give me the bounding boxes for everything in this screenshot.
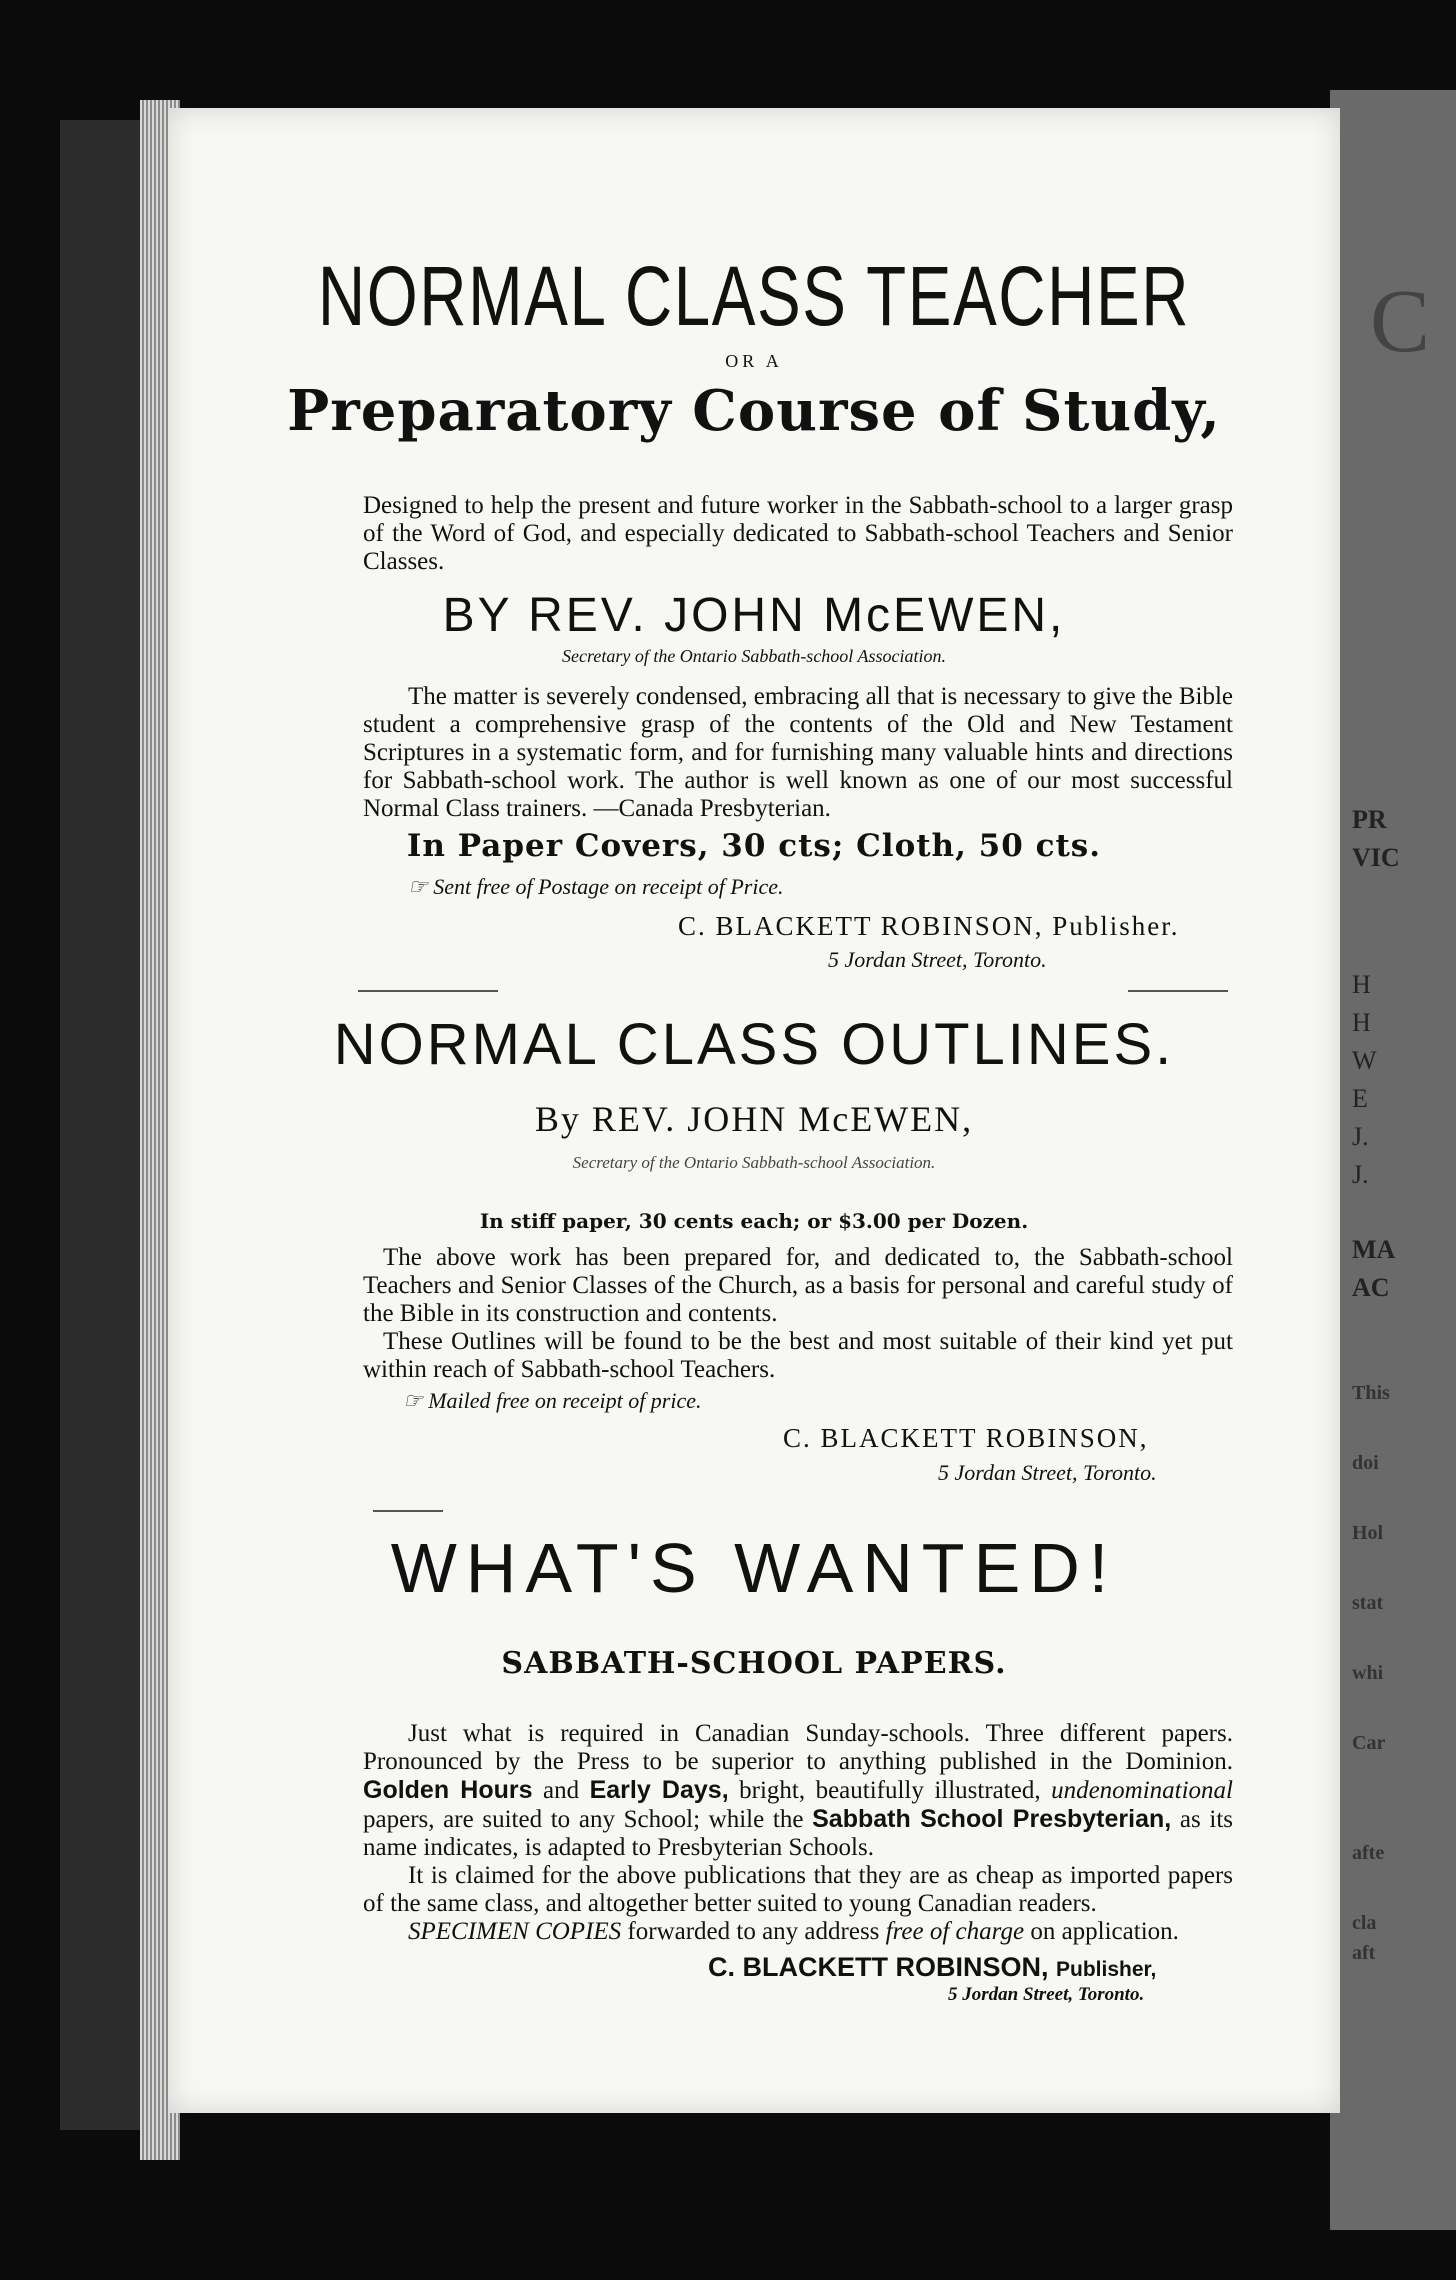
adjacent-fragment: This: [1352, 1382, 1390, 1404]
ad3-undenominational: undenominational: [1051, 1777, 1233, 1804]
ad2-address: 5 Jordan Street, Toronto.: [938, 1460, 1157, 1485]
ad2-author-title: Secretary of the Ontario Sabbath-school Association.: [572, 1153, 936, 1172]
ad3-specimen-copies: SPECIMEN COPIES: [408, 1918, 622, 1945]
ad1-author-title: Secretary of the Ontario Sabbath-school Association.: [562, 646, 946, 666]
ad1-review: The matter is severely condensed, embracing all that is necessary to give the Bible student a comprehensive grasp of the contents of the Old and New Testament Scriptures in a systematic form, and for furnishing many valuable hints and directions for Sabbath-school work. The author is well known as one of our most successful Normal Class trainers. —Canada Presbyterian.: [363, 683, 1233, 822]
ad3-publisher: [708, 1952, 1156, 1983]
adjacent-fragment: cla: [1352, 1912, 1377, 1934]
ad1-address: 5 Jordan Street, Toronto.: [828, 947, 1047, 972]
ad1-price: In Paper Covers, 30 cts; Cloth, 50 cts.: [406, 828, 1102, 864]
ad1-or-a: OR A: [725, 351, 783, 371]
ad3-publisher-suffix: Publisher,: [1056, 1958, 1157, 1981]
adjacent-fragment: E: [1352, 1084, 1368, 1113]
adjacent-letter: C: [1370, 272, 1431, 371]
ad3-and: and: [543, 1777, 580, 1804]
ad3-free-of-charge: free of charge: [885, 1918, 1025, 1945]
adjacent-fragment: doi: [1352, 1452, 1379, 1474]
ad3-publisher-name: C. BLACKETT ROBINSON,: [708, 1952, 1049, 1982]
divider: [373, 1510, 443, 1512]
adjacent-fragment: AC: [1352, 1273, 1390, 1302]
ad3-body-5: It is claimed for the above publications that they are as cheap as imported papers of the same class, and altogether better suited to young Canadian readers.: [363, 1862, 1233, 1917]
adjacent-fragment: J.: [1352, 1160, 1369, 1189]
adjacent-fragment: aft: [1352, 1942, 1376, 1964]
adjacent-fragment: Car: [1352, 1732, 1386, 1754]
ad3-early-days: Early Days,: [589, 1776, 729, 1804]
ad2-title: NORMAL CLASS OUTLINES.: [333, 1012, 1175, 1077]
ad2-description-2: These Outlines will be found to be the best and most suitable of their kind yet put within reach of Sabbath-school Teachers.: [363, 1328, 1233, 1383]
ad3-body-2: bright, beautifully illustrated,: [739, 1777, 1041, 1804]
divider: [358, 990, 498, 992]
adjacent-fragment: MA: [1352, 1235, 1396, 1264]
ad1-sent-free: ☞ Sent free of Postage on receipt of Price.: [408, 874, 784, 899]
ad3-sabbath-presbyterian: Sabbath School Presbyterian,: [812, 1805, 1172, 1833]
advertisement-page: [168, 108, 1340, 2113]
ad3-address: 5 Jordan Street, Toronto.: [948, 1984, 1145, 2005]
adjacent-fragment: Hol: [1352, 1522, 1384, 1544]
divider: [1128, 990, 1228, 992]
ad3-body-4: as its name indicates, is adapted to Presbyterian Schools.: [363, 1806, 1234, 1861]
ad3-subtitle: SABBATH-SCHOOL PAPERS.: [501, 1646, 1007, 1681]
ad3-body: [363, 1720, 1233, 1946]
ad1-intro: Designed to help the present and future worker in the Sabbath-school to a larger grasp of the Word of God, and especially dedicated to Sabbath-school Teachers and Senior Classes.: [363, 492, 1233, 575]
ad3-body-1: Just what is required in Canadian Sunday-schools. Three different papers. Pronounced by the Press to be superior to anything published in the Dominion.: [363, 1720, 1233, 1775]
adjacent-fragment: H: [1352, 970, 1371, 999]
ad3-title: WHAT'S WANTED!: [390, 1529, 1118, 1607]
ad2-description: The above work has been prepared for, and dedicated to, the Sabbath-school Teachers and Senior Classes of the Church, as a basis for personal and careful study of the Bible in its construction and contents.: [363, 1244, 1233, 1327]
ad3-body-6: forwarded to any address: [627, 1918, 880, 1945]
ad2-author: By REV. JOHN McEWEN,: [534, 1099, 974, 1139]
ad3-body-3: papers, are suited to any School; while the: [363, 1806, 804, 1833]
ad1-subtitle: Preparatory Course of Study,: [287, 378, 1221, 444]
ad1-title: NORMAL CLASS TEACHER: [317, 249, 1191, 343]
ad2-price: In stiff paper, 30 cents each; or $3.00 per Dozen.: [479, 1209, 1029, 1233]
ad1-author: BY REV. JOHN McEWEN,: [442, 589, 1066, 642]
adjacent-fragment: PR: [1352, 805, 1387, 834]
ad2-mailed: ☞ Mailed free on receipt of price.: [403, 1388, 702, 1413]
adjacent-fragment: H: [1352, 1008, 1371, 1037]
ad3-golden-hours: Golden Hours: [363, 1776, 533, 1804]
adjacent-fragment: W: [1352, 1046, 1377, 1075]
adjacent-fragment: VIC: [1352, 843, 1400, 872]
adjacent-fragment: stat: [1352, 1592, 1384, 1614]
adjacent-fragment: J.: [1352, 1122, 1369, 1151]
ad2-publisher: C. BLACKETT ROBINSON,: [783, 1423, 1149, 1453]
ad3-body-7: on application.: [1030, 1918, 1179, 1945]
ad1-publisher: C. BLACKETT ROBINSON, Publisher.: [678, 911, 1180, 941]
adjacent-page: [1330, 90, 1456, 2230]
adjacent-fragment: whi: [1352, 1662, 1384, 1684]
adjacent-fragment: afte: [1352, 1842, 1385, 1864]
